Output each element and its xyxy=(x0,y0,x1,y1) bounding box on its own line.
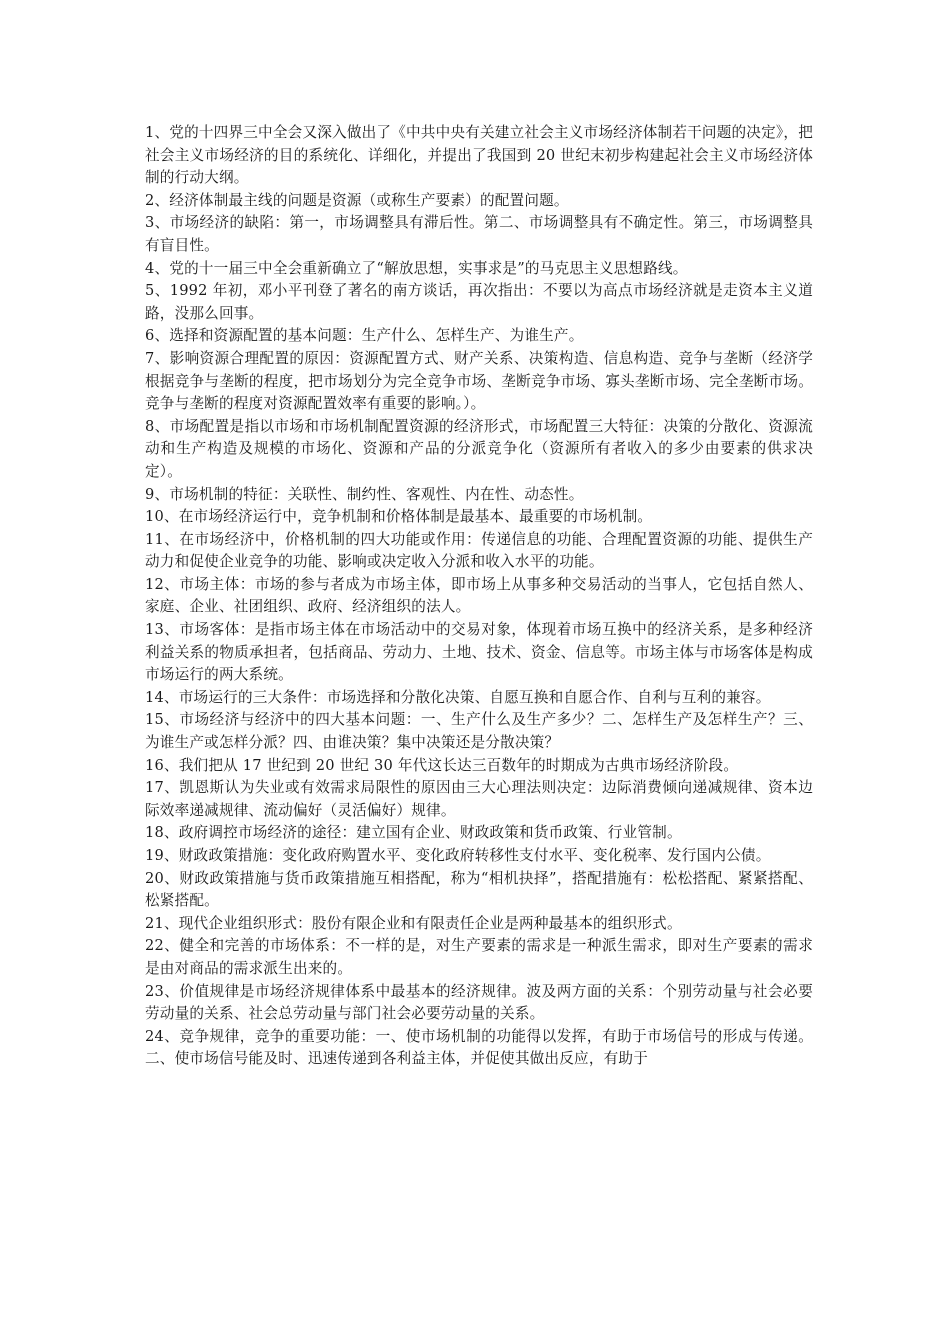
paragraph-6: 6、选择和资源配置的基本问题：生产什么、怎样生产、为谁生产。 xyxy=(145,327,584,345)
paragraph-22: 22、健全和完善的市场体系：不一样的是，对生产要素的需求是一种派生需求，即对生产要素的需求是由对商品的需求派生出来的。 xyxy=(145,937,813,977)
paragraph-23: 23、价值规律是市场经济规律体系中最基本的经济规律。波及两方面的关系：个别劳动量与社会必要劳动量的关系、社会总劳动量与部门社会必要劳动量的关系。 xyxy=(145,982,813,1023)
paragraph-21: 21、现代企业组织形式：股份有限企业和有限责任企业是两种最基本的组织形式。 xyxy=(145,914,682,932)
paragraph-7: 7、影响资源合理配置的原因：资源配置方式、财产关系、决策构造、信息构造、竞争与垄断（经济学根据竞争与垄断的程度，把市场划分为完全竞争市场、垄断竞争市场、寡头垄断市场、完全垄断市场。竞争与垄断的程度对资源配置效率有重要的影响。）。 xyxy=(145,349,813,413)
paragraph-13: 13、市场客体：是指市场主体在市场活动中的交易对象，体现着市场互换中的经济关系，是多种经济利益关系的物质承担者，包括商品、劳动力、土地、技术、资金、信息等。市场主体与市场客体是构成市场运行的两大系统。 xyxy=(145,621,813,684)
paragraph-18: 18、政府调控市场经济的途径：建立国有企业、财政政策和货币政策、行业管制。 xyxy=(145,824,682,842)
paragraph-19: 19、财政政策措施：变化政府购置水平、变化政府转移性支付水平、变化税率、发行国内公债。 xyxy=(145,847,771,864)
paragraph-16: 16、我们把从 17 世纪到 20 世纪 30 年代这长达三百数年的时期成为古典市场经济阶段。 xyxy=(145,756,739,774)
paragraph-5: 5、1992 年初，邓小平刊登了著名的南方谈话，再次指出：不要以为高点市场经济就是走资本主义道路，没那么回事。 xyxy=(145,282,813,322)
paragraph-11: 11、在市场经济中，价格机制的四大功能或作用：传递信息的功能、合理配置资源的功能、提供生产动力和促使企业竞争的功能、影响或决定收入分派和收入水平的功能。 xyxy=(145,530,813,571)
paragraph-15: 15、市场经济与经济中的四大基本问题：一、生产什么及生产多少？二、怎样生产及怎样生产？三、为谁生产或怎样分派？四、由谁决策？集中决策还是分散决策？ xyxy=(145,711,813,752)
paragraph-10: 10、在市场经济运行中，竞争机制和价格体制是最基本、最重要的市场机制。 xyxy=(145,508,653,526)
paragraph-14: 14、市场运行的三大条件：市场选择和分散化决策、自愿互换和自愿合作、自利与互利的兼容。 xyxy=(145,688,771,706)
paragraph-2: 2、经济体制最主线的问题是资源（或称生产要素）的配置问题。 xyxy=(145,191,569,209)
paragraph-20: 20、财政政策措施与货币政策措施互相搭配，称为“相机抉择”，搭配措施有：松松搭配、紧紧搭配、松紧搭配。 xyxy=(145,869,813,910)
paragraph-24: 24、竞争规律，竞争的重要功能：一、使市场机制的功能得以发挥，有助于市场信号的形成与传递。二、使市场信号能及时、迅速传递到各利益主体，并促使其做出反应，有助于 xyxy=(145,1027,813,1068)
paragraph-1: 1、党的十四界三中全会又深入做出了《中共中央有关建立社会主义市场经济体制若干问题的决定》，把社会主义市场经济的目的系统化、详细化，并提出了我国到 20 世纪末初步构建起社会主义市场经济体制的行动大纲。 xyxy=(145,124,813,187)
paragraph-17: 17、凯恩斯认为失业或有效需求局限性的原因由三大心理法则决定：边际消费倾向递减规律、资本边际效率递减规律、流动偏好（灵活偏好）规律。 xyxy=(145,779,813,819)
paragraph-9: 9、市场机制的特征：关联性、制约性、客观性、内在性、动态性。 xyxy=(145,485,584,503)
paragraph-12: 12、市场主体：市场的参与者成为市场主体，即市场上从事多种交易活动的当事人，它包括自然人、家庭、企业、社团组织、政府、经济组织的法人。 xyxy=(145,575,813,616)
document-body xyxy=(145,122,813,1071)
paragraph-8: 8、市场配置是指以市场和市场机制配置资源的经济形式，市场配置三大特征：决策的分散化、资源流动和生产构造及规模的市场化、资源和产品的分派竞争化（资源所有者收入的多少由要素的供求决定）。 xyxy=(145,417,813,480)
paragraph-4: 4、党的十一届三中全会重新确立了“解放思想，实事求是”的马克思主义思想路线。 xyxy=(145,259,688,277)
paragraph-3: 3、市场经济的缺陷：第一，市场调整具有滞后性。第二、市场调整具有不确定性。第三，市场调整具有盲目性。 xyxy=(145,214,813,254)
